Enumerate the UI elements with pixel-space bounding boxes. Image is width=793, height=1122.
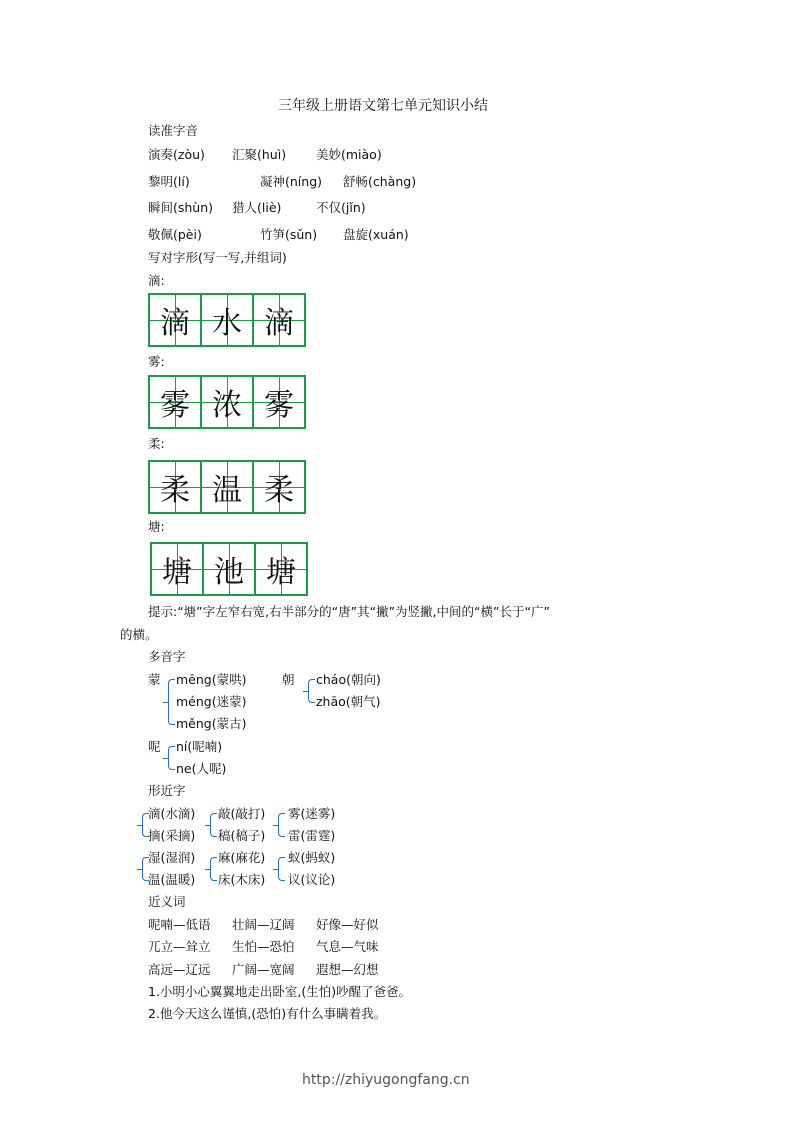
tian-grid	[148, 375, 306, 429]
brace	[278, 813, 285, 837]
writing-label: 雾:	[148, 354, 165, 369]
example-sentence: 1.小明小心翼翼地走出卧室,(生怕)吵醒了爸爸。	[148, 984, 412, 999]
poly-reading: cháo(朝向)	[316, 672, 381, 687]
pinyin-item: 不仅(jǐn)	[316, 200, 366, 215]
similar-item: 温(温暖)	[148, 872, 196, 887]
brace	[168, 746, 175, 770]
brace	[210, 857, 217, 881]
section-polyphonic: 多音字	[148, 649, 186, 664]
page-title: 三年级上册语文第七单元知识小结	[278, 98, 488, 114]
writing-label: 塘:	[148, 519, 165, 534]
grid-cell: 水	[202, 293, 254, 347]
grid-cell: 雾	[254, 375, 306, 429]
tip-line: 提示:“塘”字左窄右宽,右半部分的“唐”其“撇”为竖撇,中间的“横”长于“广”	[148, 604, 550, 619]
poly-reading: méng(迷蒙)	[176, 694, 247, 709]
tian-grid	[148, 293, 306, 347]
synonym-pair: 气息—气味	[316, 939, 379, 954]
section-synonyms: 近义词	[148, 894, 186, 909]
pinyin-item: 汇聚(huì)	[232, 147, 287, 162]
similar-item: 雾(迷雾)	[288, 806, 336, 821]
similar-item: 湿(湿润)	[148, 850, 196, 865]
footer-url: http://zhiyugongfang.cn	[302, 1072, 470, 1088]
grid-cell: 塘	[256, 542, 308, 596]
tip-line-cont: 的横。	[120, 627, 158, 642]
synonym-pair: 好像—好似	[316, 917, 379, 932]
grid-cell: 柔	[254, 460, 306, 514]
poly-char: 蒙	[148, 672, 161, 687]
brace	[308, 679, 315, 703]
pinyin-item: 猎人(liè)	[232, 200, 282, 215]
synonym-pair: 生怕—恐怕	[232, 939, 295, 954]
pinyin-item: 盘旋(xuán)	[343, 227, 409, 242]
grid-cell: 滴	[150, 293, 202, 347]
similar-item: 议(议论)	[288, 872, 336, 887]
synonym-pair: 遐想—幻想	[316, 962, 379, 977]
tian-grid	[148, 460, 306, 514]
poly-char: 朝	[282, 672, 295, 687]
similar-item: 麻(麻花)	[218, 850, 266, 865]
pinyin-item: 竹笋(sǔn)	[260, 227, 318, 242]
pinyin-item: 黎明(lí)	[148, 174, 190, 189]
poly-reading: ne(人呢)	[176, 761, 227, 776]
pinyin-item: 舒畅(chàng)	[343, 174, 417, 189]
poly-reading: mēng(蒙哄)	[176, 672, 247, 687]
poly-char: 呢	[148, 739, 161, 754]
grid-cell: 滴	[254, 293, 306, 347]
section-pronunciation: 读准字音	[148, 123, 199, 138]
synonym-pair: 高远—辽远	[148, 962, 211, 977]
grid-cell: 雾	[150, 375, 202, 429]
similar-item: 雷(雷霆)	[288, 828, 336, 843]
pinyin-item: 美妙(miào)	[316, 147, 382, 162]
pinyin-item: 凝神(níng)	[260, 174, 323, 189]
poly-reading: zhāo(朝气)	[316, 694, 381, 709]
grid-cell: 浓	[202, 375, 254, 429]
brace	[168, 679, 175, 725]
writing-label: 柔:	[148, 436, 165, 451]
synonym-pair: 壮阔—辽阔	[232, 917, 295, 932]
pinyin-item: 敬佩(pèi)	[148, 227, 202, 242]
poly-reading: ní(呢喃)	[176, 739, 223, 754]
grid-cell: 温	[202, 460, 254, 514]
section-similar: 形近字	[148, 783, 186, 798]
example-sentence: 2.他今天这么谨慎,(恐怕)有什么事瞒着我。	[148, 1006, 387, 1021]
similar-item: 摘(采摘)	[148, 828, 196, 843]
brace	[210, 813, 217, 837]
similar-item: 敲(敲打)	[218, 806, 266, 821]
brace	[278, 857, 285, 881]
poly-reading: měng(蒙古)	[176, 716, 247, 731]
section-writing: 写对字形(写一写,并组词)	[148, 250, 287, 265]
pinyin-item: 演奏(zòu)	[148, 147, 205, 162]
synonym-pair: 兀立—耸立	[148, 939, 211, 954]
similar-item: 床(木床)	[218, 872, 266, 887]
similar-item: 滴(水滴)	[148, 806, 196, 821]
similar-item: 蚁(蚂蚁)	[288, 850, 336, 865]
pinyin-item: 瞬间(shùn)	[148, 200, 214, 215]
tian-grid	[150, 542, 308, 596]
writing-label: 滴:	[148, 273, 165, 288]
grid-cell: 柔	[150, 460, 202, 514]
similar-item: 稿(稿子)	[218, 828, 266, 843]
grid-cell: 池	[204, 542, 256, 596]
synonym-pair: 呢喃—低语	[148, 917, 211, 932]
synonym-pair: 广阔—宽阔	[232, 962, 295, 977]
grid-cell: 塘	[152, 542, 204, 596]
